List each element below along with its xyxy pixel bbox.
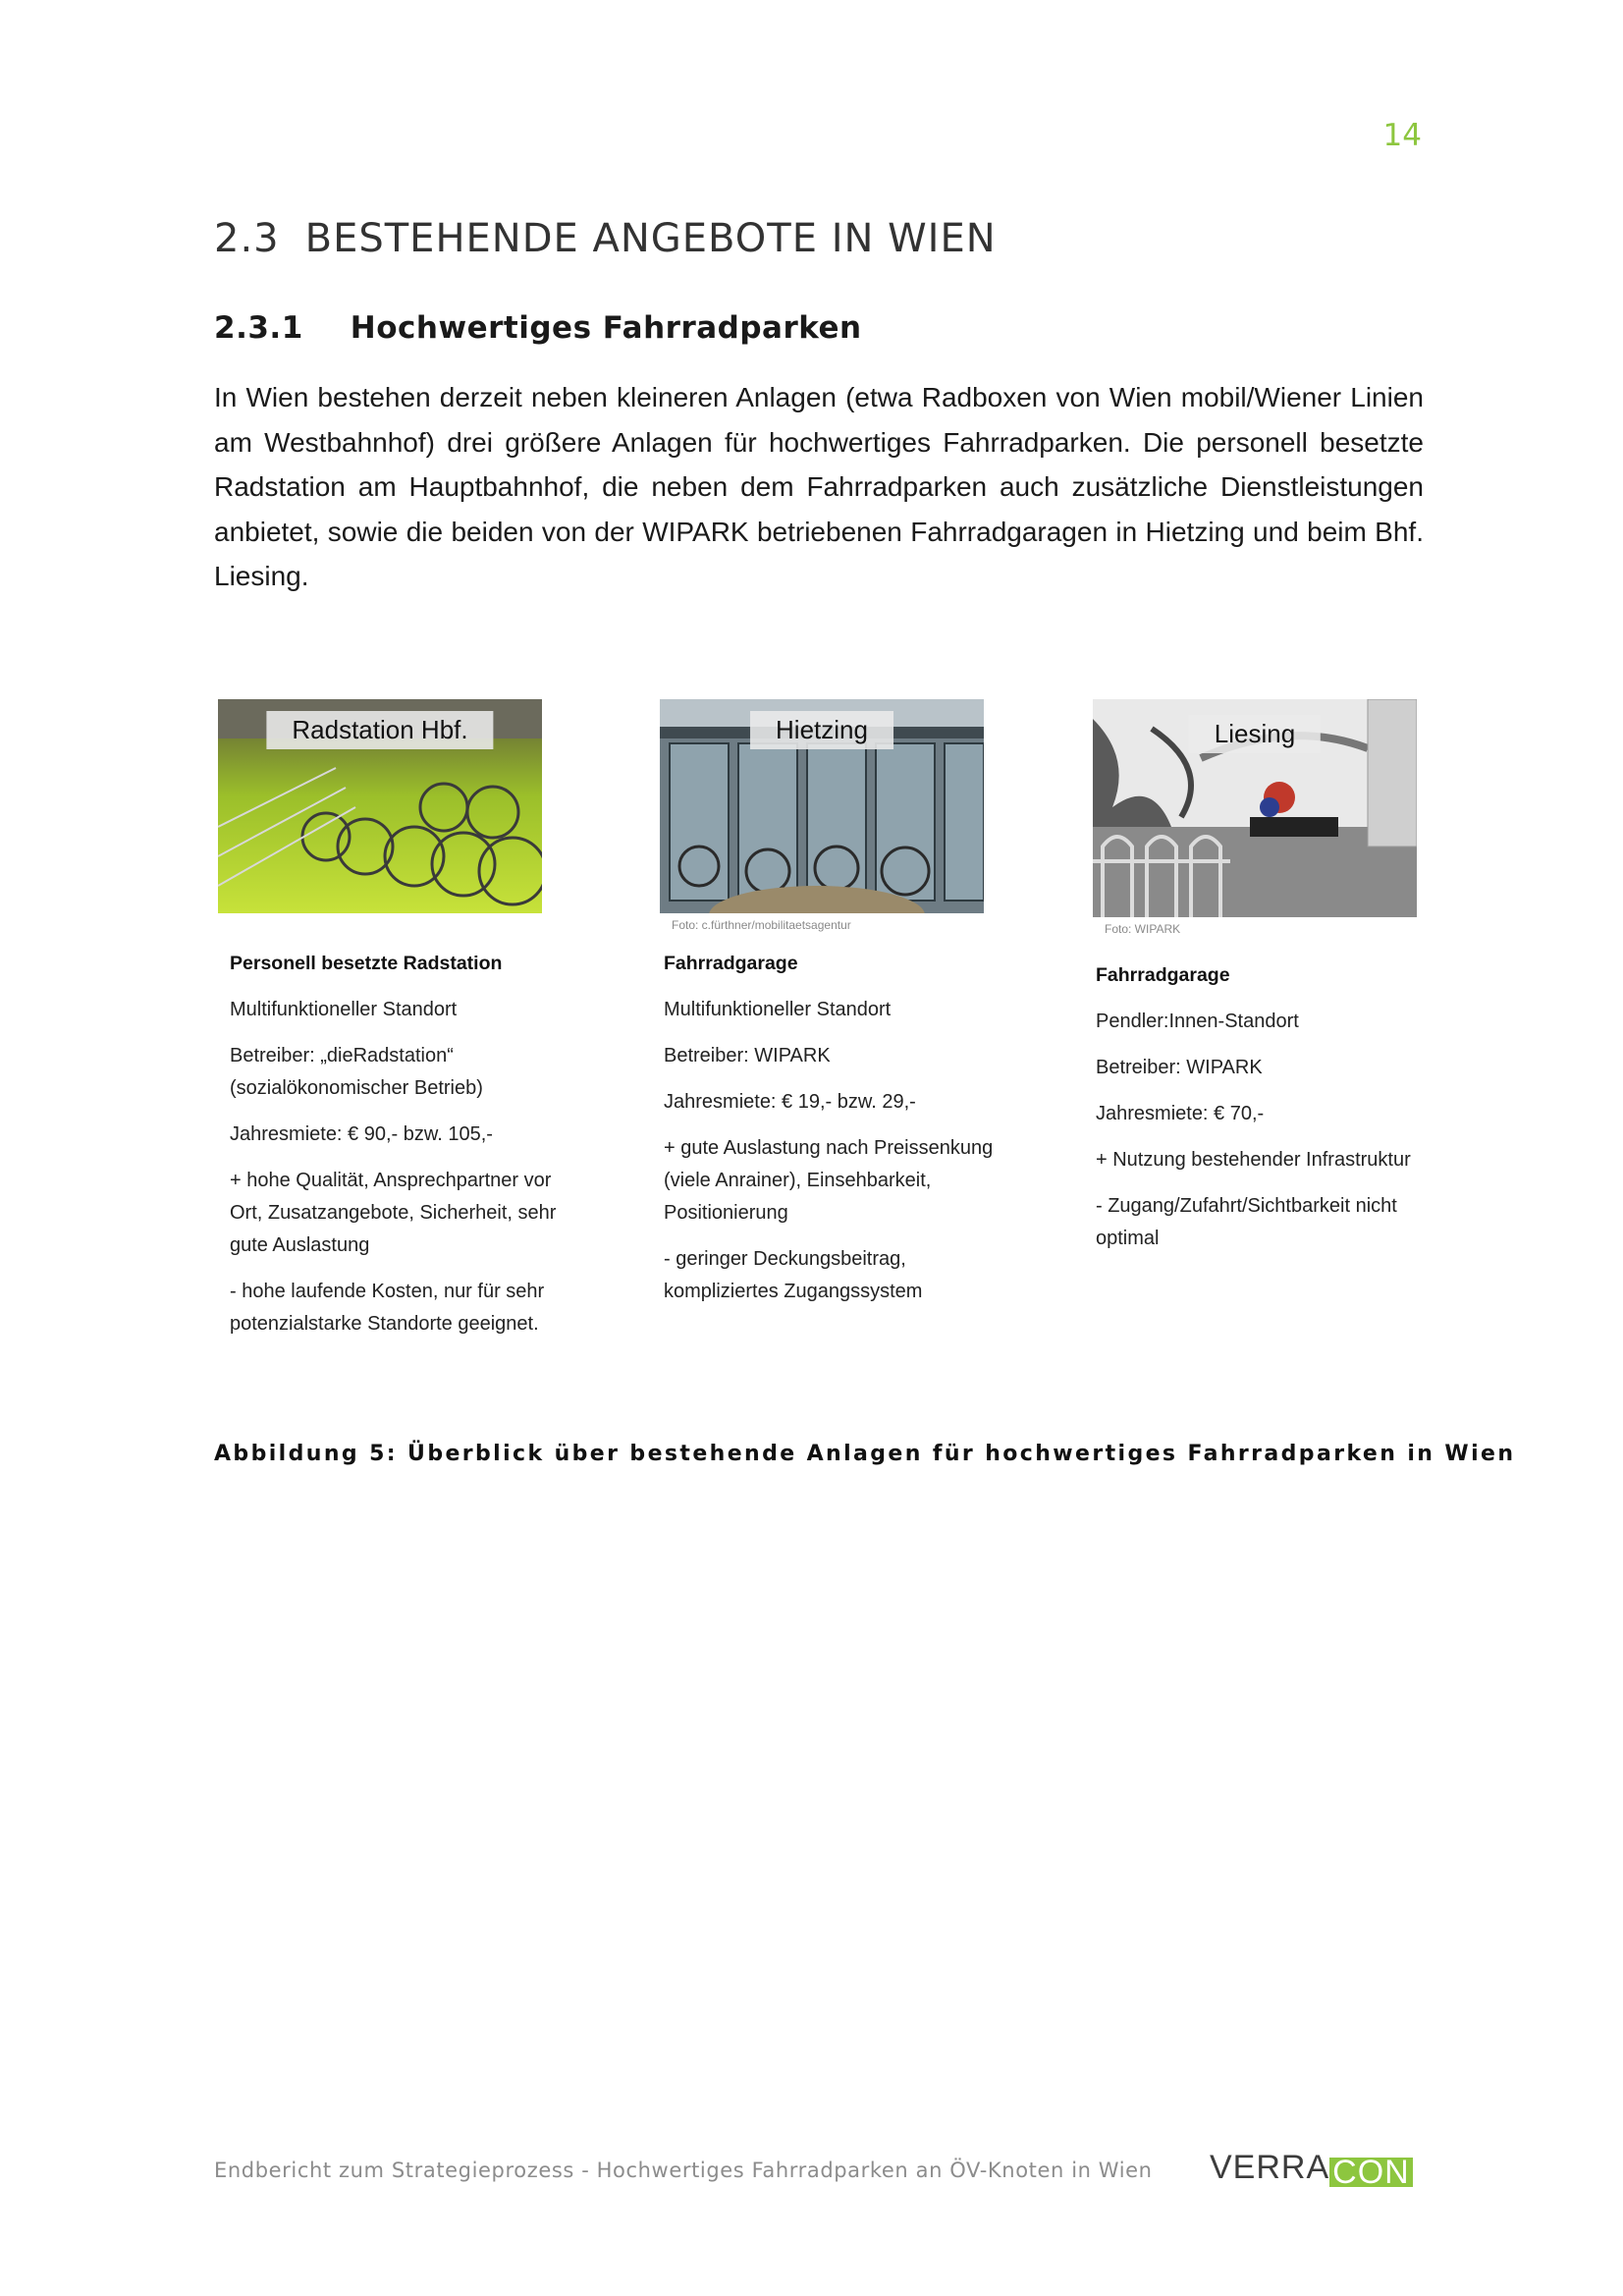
photo-credit: Foto: c.fürthner/mobilitaetsagentur bbox=[672, 918, 851, 932]
facility-line: - hohe laufende Kosten, nur für sehr potenzialstarke Standorte geeignet. bbox=[230, 1281, 545, 1335]
facility-line: + gute Auslastung nach Preissenkung (viele Anrainer), Einsehbarkeit, Positionierung bbox=[664, 1137, 994, 1224]
photo-label: Liesing bbox=[1189, 715, 1321, 753]
facility-line: Multifunktioneller Standort bbox=[230, 999, 458, 1020]
facility-line: Jahresmiete: € 70,- bbox=[1096, 1103, 1265, 1124]
facility-line: Jahresmiete: € 19,- bzw. 29,- bbox=[664, 1091, 916, 1113]
facility-line: - geringer Deckungsbeitrag, kompliziertes Zugangssystem bbox=[664, 1248, 923, 1302]
section-heading bbox=[214, 216, 997, 261]
figure-caption: Abbildung 5: Überblick über bestehende Anlagen für hochwertiges Fahrradparken in Wien bbox=[214, 1442, 1516, 1466]
radstation-photo bbox=[218, 699, 542, 913]
facility-line: + hohe Qualität, Ansprechpartner vor Ort, Zusatzangebote, Sicherheit, sehr gute Auslastung bbox=[230, 1170, 557, 1256]
subsection-number: 2.3.1 bbox=[214, 310, 303, 346]
facility-line: Betreiber: WIPARK bbox=[664, 1045, 831, 1066]
photo-credit: Foto: WIPARK bbox=[1105, 922, 1181, 936]
facility-line: - Zugang/Zufahrt/Sichtbarkeit nicht optimal bbox=[1096, 1195, 1397, 1249]
facility-type: Personell besetzte Radstation bbox=[230, 953, 503, 974]
facility-line: Betreiber: „dieRadstation“ (sozialökonomischer Betrieb) bbox=[230, 1045, 483, 1099]
logo-text-right: CON bbox=[1329, 2158, 1413, 2187]
facility-type: Fahrradgarage bbox=[664, 953, 798, 974]
page-number: 14 bbox=[1382, 118, 1422, 153]
subsection-heading bbox=[214, 310, 862, 346]
logo-text-left: VERRA bbox=[1210, 2149, 1330, 2186]
liesing-photo bbox=[1093, 699, 1417, 917]
facility-info bbox=[1096, 959, 1446, 1255]
facility-line: Betreiber: WIPARK bbox=[1096, 1057, 1263, 1078]
hietzing-photo bbox=[660, 699, 984, 913]
facility-info bbox=[664, 948, 1013, 1308]
facility-line: Multifunktioneller Standort bbox=[664, 999, 892, 1020]
intro-paragraph: In Wien bestehen derzeit neben kleineren Anlagen (etwa Radboxen von Wien mobil/Wiener Linien am Westbahnhof) drei größere Anlagen für hochwertiges Fahrradparken. Die personell besetzte Radstation am Hauptbahnhof, die neben dem Fahrradparken auch zusätzliche Dienstleistungen anbietet, sowie die beiden von der WIPARK betriebenen Fahrradgaragen in Hietzing und beim Bhf. Liesing. bbox=[214, 382, 1424, 591]
facility-line: Pendler:Innen-Standort bbox=[1096, 1011, 1299, 1032]
facility-card-hietzing bbox=[660, 699, 1013, 1322]
facility-type: Fahrradgarage bbox=[1096, 964, 1230, 986]
photo-label: Radstation Hbf. bbox=[266, 711, 493, 749]
facility-line: + Nutzung bestehender Infrastruktur bbox=[1096, 1149, 1411, 1171]
photo-label: Hietzing bbox=[750, 711, 893, 749]
section-title: BESTEHENDE ANGEBOTE IN WIEN bbox=[304, 216, 997, 261]
facility-info bbox=[230, 948, 571, 1340]
photo-credit bbox=[230, 918, 571, 934]
subsection-title: Hochwertiges Fahrradparken bbox=[350, 310, 862, 346]
section-number: 2.3 bbox=[214, 216, 280, 261]
facility-card-radstation bbox=[218, 699, 571, 1354]
facility-line: Jahresmiete: € 90,- bzw. 105,- bbox=[230, 1123, 493, 1145]
verracon-logo bbox=[1210, 2149, 1413, 2191]
facility-card-liesing bbox=[1093, 699, 1446, 1269]
footer-text: Endbericht zum Strategieprozess - Hochwertiges Fahrradparken an ÖV-Knoten in Wien bbox=[214, 2159, 1153, 2182]
